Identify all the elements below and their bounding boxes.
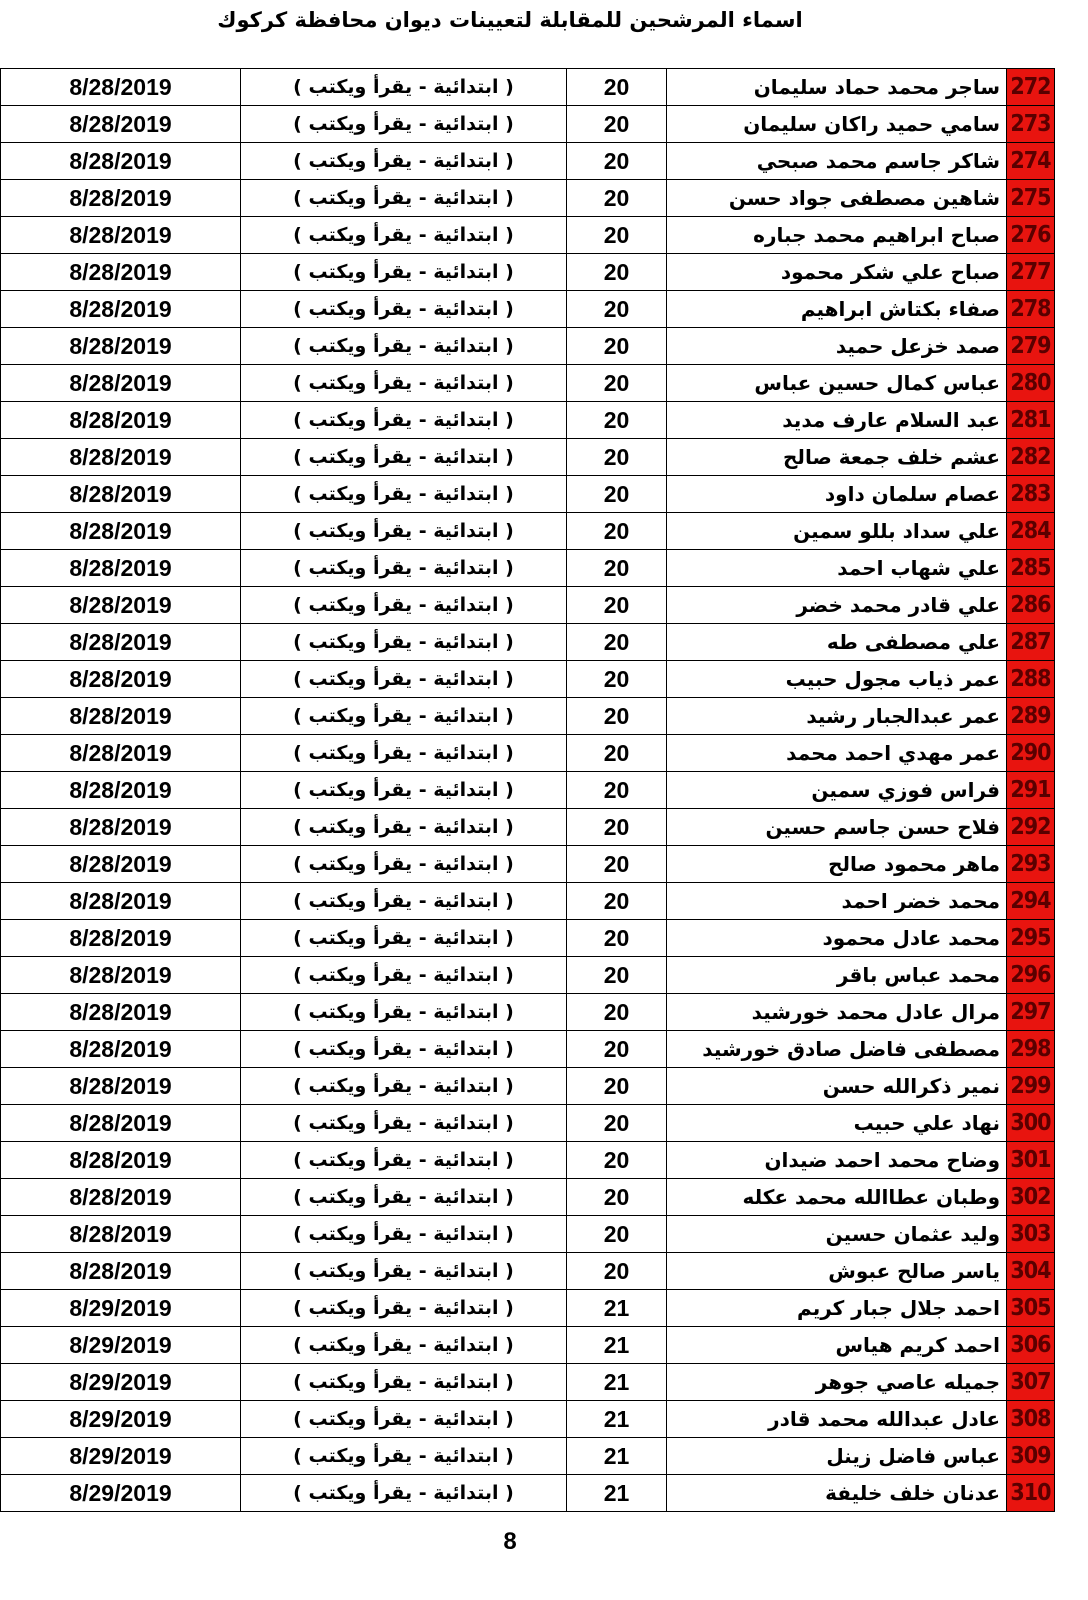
qualification-cell: ( ابتدائية - يقرأ ويكتب ) bbox=[241, 957, 567, 994]
group-number-cell: 20 bbox=[567, 809, 667, 846]
group-number-cell: 20 bbox=[567, 550, 667, 587]
serial-number-cell: 295 bbox=[1007, 920, 1055, 957]
serial-number-cell: 304 bbox=[1007, 1253, 1055, 1290]
table-row bbox=[1, 957, 1088, 994]
group-number-cell: 20 bbox=[567, 920, 667, 957]
candidate-name-cell: ياسر صالح عبوش bbox=[667, 1253, 1007, 1290]
group-number-cell: 20 bbox=[567, 1068, 667, 1105]
qualification-cell: ( ابتدائية - يقرأ ويكتب ) bbox=[241, 1438, 567, 1475]
table-row bbox=[1, 69, 1088, 106]
row-margin bbox=[1055, 994, 1088, 1031]
candidate-name-cell: عصام سلمان داود bbox=[667, 476, 1007, 513]
row-margin bbox=[1055, 1179, 1088, 1216]
group-number-cell: 20 bbox=[567, 624, 667, 661]
candidate-name-cell: وطبان عطاالله محمد عكله bbox=[667, 1179, 1007, 1216]
candidate-name-cell: وليد عثمان حسين bbox=[667, 1216, 1007, 1253]
table-row bbox=[1, 1031, 1088, 1068]
interview-date-cell: 8/28/2019 bbox=[1, 994, 241, 1031]
serial-number-cell: 293 bbox=[1007, 846, 1055, 883]
interview-date-cell: 8/28/2019 bbox=[1, 69, 241, 106]
qualification-cell: ( ابتدائية - يقرأ ويكتب ) bbox=[241, 809, 567, 846]
interview-date-cell: 8/28/2019 bbox=[1, 328, 241, 365]
interview-date-cell: 8/28/2019 bbox=[1, 1105, 241, 1142]
candidate-name-cell: ساجر محمد حماد سليمان bbox=[667, 69, 1007, 106]
serial-number-cell: 288 bbox=[1007, 661, 1055, 698]
table-row bbox=[1, 106, 1088, 143]
serial-number-cell: 276 bbox=[1007, 217, 1055, 254]
candidate-name-cell: علي مصطفى طه bbox=[667, 624, 1007, 661]
row-margin bbox=[1055, 1327, 1088, 1364]
row-margin bbox=[1055, 106, 1088, 143]
serial-number-cell: 307 bbox=[1007, 1364, 1055, 1401]
row-margin bbox=[1055, 439, 1088, 476]
table-row bbox=[1, 1105, 1088, 1142]
group-number-cell: 20 bbox=[567, 106, 667, 143]
row-margin bbox=[1055, 328, 1088, 365]
table-row bbox=[1, 587, 1088, 624]
serial-number-cell: 296 bbox=[1007, 957, 1055, 994]
table-row bbox=[1, 920, 1088, 957]
group-number-cell: 20 bbox=[567, 439, 667, 476]
group-number-cell: 20 bbox=[567, 328, 667, 365]
interview-date-cell: 8/28/2019 bbox=[1, 106, 241, 143]
serial-number-cell: 282 bbox=[1007, 439, 1055, 476]
interview-date-cell: 8/28/2019 bbox=[1, 883, 241, 920]
group-number-cell: 20 bbox=[567, 772, 667, 809]
candidate-name-cell: عمر عبدالجبار رشيد bbox=[667, 698, 1007, 735]
group-number-cell: 21 bbox=[567, 1438, 667, 1475]
row-margin bbox=[1055, 587, 1088, 624]
serial-number-cell: 299 bbox=[1007, 1068, 1055, 1105]
serial-number-cell: 290 bbox=[1007, 735, 1055, 772]
candidate-name-cell: احمد كريم هياس bbox=[667, 1327, 1007, 1364]
serial-number-cell: 310 bbox=[1007, 1475, 1055, 1512]
row-margin bbox=[1055, 217, 1088, 254]
qualification-cell: ( ابتدائية - يقرأ ويكتب ) bbox=[241, 1253, 567, 1290]
row-margin bbox=[1055, 550, 1088, 587]
candidate-name-cell: شاكر جاسم محمد صبحي bbox=[667, 143, 1007, 180]
interview-date-cell: 8/29/2019 bbox=[1, 1327, 241, 1364]
interview-date-cell: 8/28/2019 bbox=[1, 1142, 241, 1179]
table-row bbox=[1, 1142, 1088, 1179]
table-row bbox=[1, 476, 1088, 513]
group-number-cell: 20 bbox=[567, 402, 667, 439]
qualification-cell: ( ابتدائية - يقرأ ويكتب ) bbox=[241, 1216, 567, 1253]
group-number-cell: 20 bbox=[567, 698, 667, 735]
serial-number-cell: 305 bbox=[1007, 1290, 1055, 1327]
qualification-cell: ( ابتدائية - يقرأ ويكتب ) bbox=[241, 1068, 567, 1105]
serial-number-cell: 283 bbox=[1007, 476, 1055, 513]
candidate-name-cell: محمد عباس باقر bbox=[667, 957, 1007, 994]
interview-date-cell: 8/28/2019 bbox=[1, 1216, 241, 1253]
serial-number-cell: 300 bbox=[1007, 1105, 1055, 1142]
qualification-cell: ( ابتدائية - يقرأ ويكتب ) bbox=[241, 217, 567, 254]
qualification-cell: ( ابتدائية - يقرأ ويكتب ) bbox=[241, 550, 567, 587]
serial-number-cell: 308 bbox=[1007, 1401, 1055, 1438]
serial-number-cell: 291 bbox=[1007, 772, 1055, 809]
interview-date-cell: 8/28/2019 bbox=[1, 735, 241, 772]
group-number-cell: 20 bbox=[567, 254, 667, 291]
interview-date-cell: 8/28/2019 bbox=[1, 1031, 241, 1068]
qualification-cell: ( ابتدائية - يقرأ ويكتب ) bbox=[241, 1105, 567, 1142]
row-margin bbox=[1055, 1475, 1088, 1512]
qualification-cell: ( ابتدائية - يقرأ ويكتب ) bbox=[241, 735, 567, 772]
row-margin bbox=[1055, 1290, 1088, 1327]
interview-date-cell: 8/28/2019 bbox=[1, 291, 241, 328]
table-row bbox=[1, 809, 1088, 846]
serial-number-cell: 306 bbox=[1007, 1327, 1055, 1364]
row-margin bbox=[1055, 476, 1088, 513]
candidate-name-cell: ماهر محمود صالح bbox=[667, 846, 1007, 883]
table-row bbox=[1, 624, 1088, 661]
interview-date-cell: 8/28/2019 bbox=[1, 1253, 241, 1290]
candidate-name-cell: وضاح محمد احمد ضيدان bbox=[667, 1142, 1007, 1179]
row-margin bbox=[1055, 698, 1088, 735]
row-margin bbox=[1055, 291, 1088, 328]
candidate-name-cell: عشم خلف جمعة صالح bbox=[667, 439, 1007, 476]
serial-number-cell: 280 bbox=[1007, 365, 1055, 402]
qualification-cell: ( ابتدائية - يقرأ ويكتب ) bbox=[241, 143, 567, 180]
group-number-cell: 20 bbox=[567, 1253, 667, 1290]
qualification-cell: ( ابتدائية - يقرأ ويكتب ) bbox=[241, 846, 567, 883]
table-row bbox=[1, 1364, 1088, 1401]
table-row bbox=[1, 439, 1088, 476]
interview-date-cell: 8/28/2019 bbox=[1, 365, 241, 402]
qualification-cell: ( ابتدائية - يقرأ ويكتب ) bbox=[241, 1475, 567, 1512]
row-margin bbox=[1055, 1216, 1088, 1253]
group-number-cell: 20 bbox=[567, 587, 667, 624]
table-row bbox=[1, 1438, 1088, 1475]
group-number-cell: 20 bbox=[567, 1031, 667, 1068]
qualification-cell: ( ابتدائية - يقرأ ويكتب ) bbox=[241, 254, 567, 291]
interview-date-cell: 8/29/2019 bbox=[1, 1438, 241, 1475]
candidate-name-cell: محمد عادل محمود bbox=[667, 920, 1007, 957]
table-row bbox=[1, 402, 1088, 439]
qualification-cell: ( ابتدائية - يقرأ ويكتب ) bbox=[241, 476, 567, 513]
group-number-cell: 20 bbox=[567, 291, 667, 328]
serial-number-cell: 278 bbox=[1007, 291, 1055, 328]
table-row bbox=[1, 513, 1088, 550]
table-row bbox=[1, 1253, 1088, 1290]
candidate-name-cell: محمد خضر احمد bbox=[667, 883, 1007, 920]
candidate-name-cell: صباح ابراهيم محمد جباره bbox=[667, 217, 1007, 254]
interview-date-cell: 8/28/2019 bbox=[1, 809, 241, 846]
group-number-cell: 20 bbox=[567, 735, 667, 772]
row-margin bbox=[1055, 402, 1088, 439]
interview-date-cell: 8/28/2019 bbox=[1, 957, 241, 994]
table-row bbox=[1, 1216, 1088, 1253]
candidate-name-cell: شاهين مصطفى جواد حسن bbox=[667, 180, 1007, 217]
group-number-cell: 20 bbox=[567, 1105, 667, 1142]
serial-number-cell: 287 bbox=[1007, 624, 1055, 661]
table-row bbox=[1, 1068, 1088, 1105]
row-margin bbox=[1055, 143, 1088, 180]
table-row bbox=[1, 772, 1088, 809]
table-row bbox=[1, 328, 1088, 365]
qualification-cell: ( ابتدائية - يقرأ ويكتب ) bbox=[241, 439, 567, 476]
interview-date-cell: 8/28/2019 bbox=[1, 1179, 241, 1216]
row-margin bbox=[1055, 1142, 1088, 1179]
group-number-cell: 20 bbox=[567, 1142, 667, 1179]
table-row bbox=[1, 1475, 1088, 1512]
serial-number-cell: 277 bbox=[1007, 254, 1055, 291]
row-margin bbox=[1055, 69, 1088, 106]
qualification-cell: ( ابتدائية - يقرأ ويكتب ) bbox=[241, 1179, 567, 1216]
qualification-cell: ( ابتدائية - يقرأ ويكتب ) bbox=[241, 624, 567, 661]
table-row bbox=[1, 994, 1088, 1031]
candidate-name-cell: عباس فاضل زينل bbox=[667, 1438, 1007, 1475]
qualification-cell: ( ابتدائية - يقرأ ويكتب ) bbox=[241, 180, 567, 217]
qualification-cell: ( ابتدائية - يقرأ ويكتب ) bbox=[241, 994, 567, 1031]
qualification-cell: ( ابتدائية - يقرأ ويكتب ) bbox=[241, 1142, 567, 1179]
table-row bbox=[1, 846, 1088, 883]
group-number-cell: 20 bbox=[567, 69, 667, 106]
table-row bbox=[1, 735, 1088, 772]
serial-number-cell: 274 bbox=[1007, 143, 1055, 180]
row-margin bbox=[1055, 1401, 1088, 1438]
table-row bbox=[1, 1290, 1088, 1327]
interview-date-cell: 8/28/2019 bbox=[1, 587, 241, 624]
qualification-cell: ( ابتدائية - يقرأ ويكتب ) bbox=[241, 920, 567, 957]
interview-date-cell: 8/28/2019 bbox=[1, 920, 241, 957]
interview-date-cell: 8/29/2019 bbox=[1, 1401, 241, 1438]
table-row bbox=[1, 143, 1088, 180]
qualification-cell: ( ابتدائية - يقرأ ويكتب ) bbox=[241, 698, 567, 735]
serial-number-cell: 272 bbox=[1007, 69, 1055, 106]
qualification-cell: ( ابتدائية - يقرأ ويكتب ) bbox=[241, 587, 567, 624]
group-number-cell: 21 bbox=[567, 1364, 667, 1401]
group-number-cell: 20 bbox=[567, 883, 667, 920]
table-row bbox=[1, 365, 1088, 402]
qualification-cell: ( ابتدائية - يقرأ ويكتب ) bbox=[241, 1327, 567, 1364]
group-number-cell: 21 bbox=[567, 1327, 667, 1364]
candidate-name-cell: عباس كمال حسين عباس bbox=[667, 365, 1007, 402]
candidate-name-cell: سامي حميد راكان سليمان bbox=[667, 106, 1007, 143]
qualification-cell: ( ابتدائية - يقرأ ويكتب ) bbox=[241, 883, 567, 920]
row-margin bbox=[1055, 513, 1088, 550]
group-number-cell: 20 bbox=[567, 957, 667, 994]
table-row bbox=[1, 217, 1088, 254]
table-row bbox=[1, 180, 1088, 217]
serial-number-cell: 273 bbox=[1007, 106, 1055, 143]
qualification-cell: ( ابتدائية - يقرأ ويكتب ) bbox=[241, 69, 567, 106]
serial-number-cell: 285 bbox=[1007, 550, 1055, 587]
row-margin bbox=[1055, 180, 1088, 217]
row-margin bbox=[1055, 1438, 1088, 1475]
group-number-cell: 20 bbox=[567, 180, 667, 217]
qualification-cell: ( ابتدائية - يقرأ ويكتب ) bbox=[241, 365, 567, 402]
row-margin bbox=[1055, 772, 1088, 809]
serial-number-cell: 303 bbox=[1007, 1216, 1055, 1253]
group-number-cell: 21 bbox=[567, 1401, 667, 1438]
interview-date-cell: 8/28/2019 bbox=[1, 143, 241, 180]
qualification-cell: ( ابتدائية - يقرأ ويكتب ) bbox=[241, 661, 567, 698]
qualification-cell: ( ابتدائية - يقرأ ويكتب ) bbox=[241, 291, 567, 328]
group-number-cell: 21 bbox=[567, 1475, 667, 1512]
serial-number-cell: 298 bbox=[1007, 1031, 1055, 1068]
row-margin bbox=[1055, 883, 1088, 920]
interview-date-cell: 8/28/2019 bbox=[1, 217, 241, 254]
serial-number-cell: 279 bbox=[1007, 328, 1055, 365]
interview-date-cell: 8/28/2019 bbox=[1, 513, 241, 550]
qualification-cell: ( ابتدائية - يقرأ ويكتب ) bbox=[241, 1290, 567, 1327]
group-number-cell: 20 bbox=[567, 846, 667, 883]
interview-date-cell: 8/29/2019 bbox=[1, 1364, 241, 1401]
row-margin bbox=[1055, 1031, 1088, 1068]
serial-number-cell: 301 bbox=[1007, 1142, 1055, 1179]
qualification-cell: ( ابتدائية - يقرأ ويكتب ) bbox=[241, 106, 567, 143]
serial-number-cell: 309 bbox=[1007, 1438, 1055, 1475]
qualification-cell: ( ابتدائية - يقرأ ويكتب ) bbox=[241, 1401, 567, 1438]
group-number-cell: 20 bbox=[567, 1179, 667, 1216]
row-margin bbox=[1055, 920, 1088, 957]
group-number-cell: 20 bbox=[567, 365, 667, 402]
interview-date-cell: 8/28/2019 bbox=[1, 846, 241, 883]
candidate-name-cell: عبد السلام عارف مديد bbox=[667, 402, 1007, 439]
interview-date-cell: 8/28/2019 bbox=[1, 550, 241, 587]
row-margin bbox=[1055, 1364, 1088, 1401]
interview-date-cell: 8/29/2019 bbox=[1, 1290, 241, 1327]
group-number-cell: 20 bbox=[567, 143, 667, 180]
interview-date-cell: 8/28/2019 bbox=[1, 180, 241, 217]
row-margin bbox=[1055, 365, 1088, 402]
serial-number-cell: 289 bbox=[1007, 698, 1055, 735]
interview-date-cell: 8/28/2019 bbox=[1, 1068, 241, 1105]
candidate-name-cell: صفاء بكتاش ابراهيم bbox=[667, 291, 1007, 328]
group-number-cell: 21 bbox=[567, 1290, 667, 1327]
serial-number-cell: 281 bbox=[1007, 402, 1055, 439]
qualification-cell: ( ابتدائية - يقرأ ويكتب ) bbox=[241, 328, 567, 365]
row-margin bbox=[1055, 254, 1088, 291]
qualification-cell: ( ابتدائية - يقرأ ويكتب ) bbox=[241, 1031, 567, 1068]
candidates-table-body bbox=[1, 69, 1088, 1512]
table-row bbox=[1, 1179, 1088, 1216]
row-margin bbox=[1055, 624, 1088, 661]
interview-date-cell: 8/28/2019 bbox=[1, 624, 241, 661]
serial-number-cell: 302 bbox=[1007, 1179, 1055, 1216]
table-row bbox=[1, 291, 1088, 328]
row-margin bbox=[1055, 957, 1088, 994]
row-margin bbox=[1055, 846, 1088, 883]
candidate-name-cell: علي قادر محمد خضر bbox=[667, 587, 1007, 624]
serial-number-cell: 297 bbox=[1007, 994, 1055, 1031]
interview-date-cell: 8/28/2019 bbox=[1, 661, 241, 698]
candidate-name-cell: جميله عاصي جوهر bbox=[667, 1364, 1007, 1401]
qualification-cell: ( ابتدائية - يقرأ ويكتب ) bbox=[241, 402, 567, 439]
candidate-name-cell: مصطفى فاضل صادق خورشيد bbox=[667, 1031, 1007, 1068]
serial-number-cell: 286 bbox=[1007, 587, 1055, 624]
group-number-cell: 20 bbox=[567, 217, 667, 254]
table-row bbox=[1, 883, 1088, 920]
serial-number-cell: 284 bbox=[1007, 513, 1055, 550]
group-number-cell: 20 bbox=[567, 1216, 667, 1253]
qualification-cell: ( ابتدائية - يقرأ ويكتب ) bbox=[241, 772, 567, 809]
group-number-cell: 20 bbox=[567, 476, 667, 513]
row-margin bbox=[1055, 661, 1088, 698]
row-margin bbox=[1055, 735, 1088, 772]
table-row bbox=[1, 1327, 1088, 1364]
interview-date-cell: 8/28/2019 bbox=[1, 476, 241, 513]
page-number: 8 bbox=[503, 1528, 517, 1555]
interview-date-cell: 8/28/2019 bbox=[1, 402, 241, 439]
page-title: اسماء المرشحين للمقابلة لتعيينات ديوان محافظة كركوك bbox=[217, 8, 803, 32]
table-row bbox=[1, 254, 1088, 291]
candidate-name-cell: نهاد علي حبيب bbox=[667, 1105, 1007, 1142]
candidate-name-cell: علي سداد بللو سمين bbox=[667, 513, 1007, 550]
interview-date-cell: 8/28/2019 bbox=[1, 439, 241, 476]
interview-date-cell: 8/28/2019 bbox=[1, 772, 241, 809]
candidate-name-cell: احمد جلال جبار كريم bbox=[667, 1290, 1007, 1327]
qualification-cell: ( ابتدائية - يقرأ ويكتب ) bbox=[241, 1364, 567, 1401]
interview-date-cell: 8/28/2019 bbox=[1, 698, 241, 735]
candidate-name-cell: مرال عادل محمد خورشيد bbox=[667, 994, 1007, 1031]
group-number-cell: 20 bbox=[567, 994, 667, 1031]
table-row bbox=[1, 1401, 1088, 1438]
qualification-cell: ( ابتدائية - يقرأ ويكتب ) bbox=[241, 513, 567, 550]
table-row bbox=[1, 661, 1088, 698]
interview-date-cell: 8/29/2019 bbox=[1, 1475, 241, 1512]
candidate-name-cell: فراس فوزي سمين bbox=[667, 772, 1007, 809]
table-row bbox=[1, 550, 1088, 587]
candidate-name-cell: عمر مهدي احمد محمد bbox=[667, 735, 1007, 772]
serial-number-cell: 275 bbox=[1007, 180, 1055, 217]
candidates-table bbox=[0, 68, 1088, 1512]
row-margin bbox=[1055, 1068, 1088, 1105]
candidate-name-cell: نمير ذكرالله حسن bbox=[667, 1068, 1007, 1105]
serial-number-cell: 294 bbox=[1007, 883, 1055, 920]
group-number-cell: 20 bbox=[567, 513, 667, 550]
interview-date-cell: 8/28/2019 bbox=[1, 254, 241, 291]
row-margin bbox=[1055, 1105, 1088, 1142]
candidate-name-cell: علي شهاب احمد bbox=[667, 550, 1007, 587]
group-number-cell: 20 bbox=[567, 661, 667, 698]
candidate-name-cell: عادل عبدالله محمد قادر bbox=[667, 1401, 1007, 1438]
candidate-name-cell: صباح علي شكر محمود bbox=[667, 254, 1007, 291]
table-row bbox=[1, 698, 1088, 735]
row-margin bbox=[1055, 809, 1088, 846]
candidate-name-cell: عمر ذياب مجول حبيب bbox=[667, 661, 1007, 698]
candidate-name-cell: فلاح حسن جاسم حسين bbox=[667, 809, 1007, 846]
candidate-name-cell: عدنان خلف خليفة bbox=[667, 1475, 1007, 1512]
candidate-name-cell: صمد خزعل حميد bbox=[667, 328, 1007, 365]
serial-number-cell: 292 bbox=[1007, 809, 1055, 846]
row-margin bbox=[1055, 1253, 1088, 1290]
